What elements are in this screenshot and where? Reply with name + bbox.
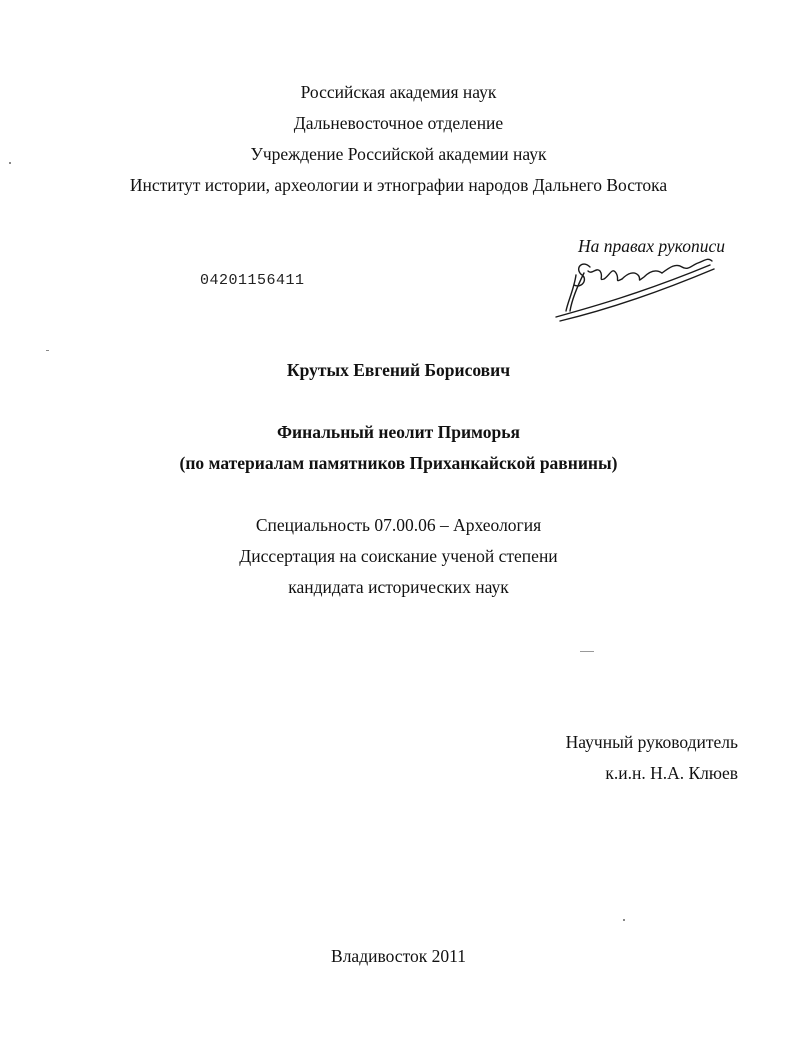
specialty: Специальность 07.00.06 – Археология <box>255 515 542 535</box>
advisor-name: к.и.н. Н.А. Клюев <box>605 763 738 783</box>
institution-name: Учреждение Российской академии наук <box>250 144 547 164</box>
manuscript-stamp: На правах рукописи <box>578 236 725 256</box>
scan-speck <box>46 350 49 351</box>
degree-line-3: кандидата исторических наук <box>288 577 509 597</box>
document-code: 04201156411 <box>200 272 305 289</box>
degree-line-2: Диссертация на соискание ученой степени <box>239 546 558 566</box>
advisor-role: Научный руководитель <box>565 732 738 752</box>
institute-name: Институт истории, археологии и этнографии народов Дальнего Востока <box>129 175 668 195</box>
signature-icon <box>552 245 722 325</box>
title-line-2: (по материалам памятников Приханкайской равнины) <box>179 453 618 473</box>
author-name: Крутых Евгений Борисович <box>286 360 511 380</box>
branch-name: Дальневосточное отделение <box>293 113 504 133</box>
title-line-1: Финальный неолит Приморья <box>277 422 520 442</box>
scan-speck <box>9 162 11 164</box>
scan-speck <box>580 651 594 652</box>
city-year: Владивосток 2011 <box>331 946 466 966</box>
scan-speck <box>623 919 625 921</box>
academy-name: Российская академия наук <box>300 82 497 102</box>
